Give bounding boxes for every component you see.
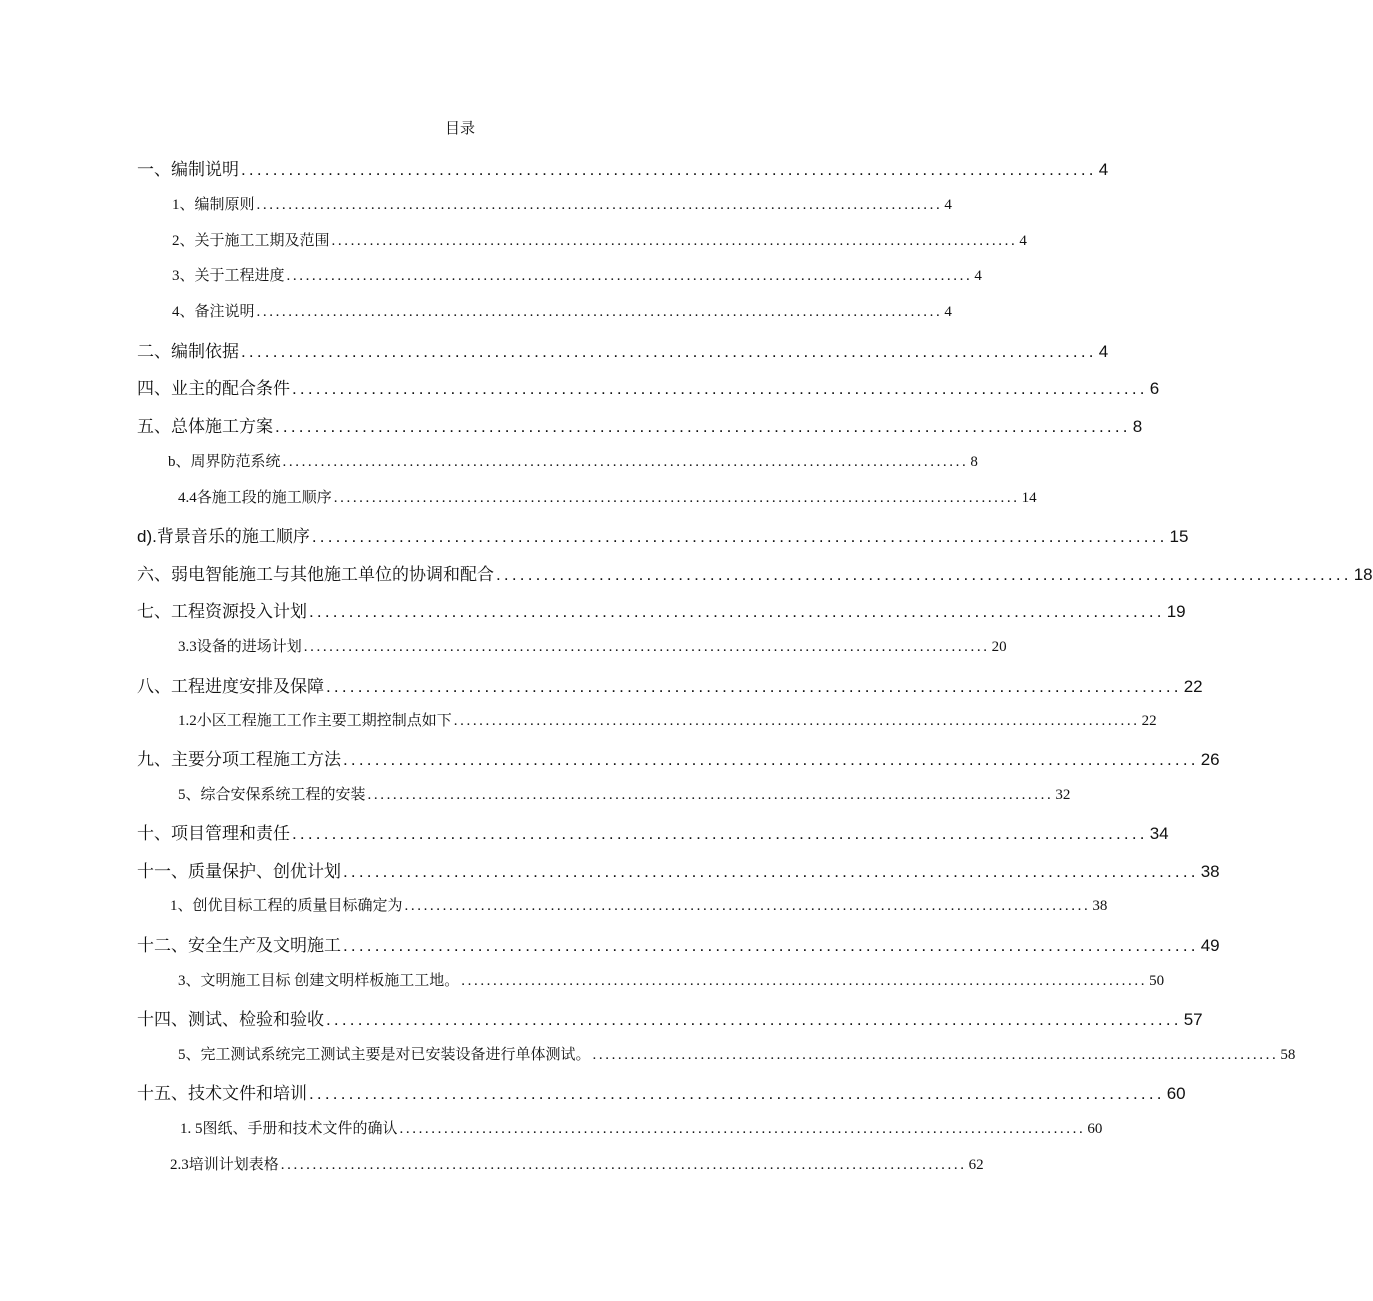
toc-page-number: 57 <box>1183 1010 1203 1029</box>
toc-page-number: 26 <box>1200 750 1220 769</box>
toc-page-number: 18 <box>1353 565 1373 584</box>
toc-entry[interactable] <box>178 969 1165 990</box>
toc-page-number: 4 <box>974 268 982 284</box>
toc-leader: ............................................................................................................ <box>453 713 1140 729</box>
toc-page-number: 20 <box>991 639 1007 655</box>
toc-leader: ............................................................................................................ <box>275 417 1131 436</box>
toc-entry-text: 六、弱电智能施工与其他施工单位的协调和配合 <box>137 565 494 584</box>
toc-entry[interactable] <box>170 1153 984 1174</box>
toc-page-number: 38 <box>1200 862 1220 881</box>
toc-entry[interactable] <box>137 374 1160 399</box>
toc-leader: ............................................................................................................ <box>343 862 1199 881</box>
toc-leader: ............................................................................................................ <box>326 1010 1182 1029</box>
toc-entry-text: b、周界防范系统 <box>168 454 281 470</box>
toc-entry-text: 十、项目管理和责任 <box>137 824 290 843</box>
toc-page-number: 15 <box>1169 527 1189 546</box>
toc-entry[interactable] <box>137 597 1186 622</box>
toc-entry-text: 5、完工测试系统完工测试主要是对已安装设备进行单体测试。 <box>178 1047 591 1063</box>
toc-leader: ............................................................................................................ <box>241 342 1097 361</box>
toc-entry[interactable] <box>178 1043 1296 1064</box>
toc-entry-text: 2.3培训计划表格 <box>170 1157 279 1173</box>
toc-entry-text: 3、关于工程进度 <box>172 268 285 284</box>
toc-page-number: 4 <box>1098 342 1109 361</box>
toc-page-number: 8 <box>1132 417 1143 436</box>
toc-entry-text: 1.2小区工程施工工作主要工期控制点如下 <box>178 713 452 729</box>
toc-leader: ............................................................................................................ <box>256 304 943 320</box>
toc-leader: ............................................................................................................ <box>343 936 1199 955</box>
toc-entry[interactable] <box>137 412 1143 437</box>
toc-page-number: 22 <box>1141 713 1157 729</box>
toc-page-number: 60 <box>1087 1121 1103 1137</box>
toc-entry-text: 五、总体施工方案 <box>137 417 273 436</box>
toc-leader: ............................................................................................................ <box>311 527 1168 546</box>
toc-leader: ............................................................................................................ <box>256 197 943 213</box>
toc-page-number: 6 <box>1149 379 1160 398</box>
toc-leader: ............................................................................................................ <box>404 898 1091 914</box>
toc-entry-text: 八、工程进度安排及保障 <box>137 677 324 696</box>
toc-page-number: 34 <box>1149 824 1169 843</box>
toc-leader: ............................................................................................................ <box>343 750 1199 769</box>
toc-page-number: 4 <box>944 304 952 320</box>
toc-leader: ............................................................................................................ <box>399 1121 1086 1137</box>
toc-entry[interactable] <box>178 486 1037 507</box>
toc-page-number: 62 <box>968 1157 984 1173</box>
toc-entry-text: 一、编制说明 <box>137 160 239 179</box>
toc-entry-text: 5、综合安保系统工程的安装 <box>178 787 366 803</box>
toc-leader: ............................................................................................................ <box>280 1157 967 1173</box>
toc-entry-text: 四、业主的配合条件 <box>137 379 290 398</box>
toc-leader: ............................................................................................................ <box>292 824 1148 843</box>
toc-leader: ............................................................................................................ <box>333 490 1020 506</box>
toc-leader: ............................................................................................................ <box>282 454 969 470</box>
toc-entry[interactable] <box>137 931 1220 956</box>
toc-entry-text: 2、关于施工工期及范围 <box>172 233 330 249</box>
toc-entry-text: 4.4各施工段的施工顺序 <box>178 490 332 506</box>
toc-page-number: 22 <box>1183 677 1203 696</box>
toc-entry[interactable] <box>137 155 1109 180</box>
toc-page-number: 19 <box>1166 602 1186 621</box>
toc-leader: ............................................................................................................ <box>592 1047 1279 1063</box>
toc-entry-text: 十五、技术文件和培训 <box>137 1084 307 1103</box>
toc-leader: ............................................................................................................ <box>331 233 1018 249</box>
toc-entry[interactable] <box>172 229 1027 250</box>
toc-entry-text: 十一、质量保护、创优计划 <box>137 862 341 881</box>
toc-entry[interactable] <box>137 1079 1186 1104</box>
toc-page-number: 4 <box>1098 160 1109 179</box>
toc-leader: ............................................................................................................ <box>496 565 1352 584</box>
toc-page-number: 38 <box>1092 898 1108 914</box>
toc-entry[interactable] <box>137 522 1189 547</box>
toc-leader: ............................................................................................................ <box>309 602 1165 621</box>
toc-entry-text: 九、主要分项工程施工方法 <box>137 750 341 769</box>
toc-leader: ............................................................................................................ <box>326 677 1182 696</box>
toc-page-number: 58 <box>1280 1047 1296 1063</box>
toc-entry[interactable] <box>168 450 978 471</box>
toc-page-number: 50 <box>1149 973 1165 989</box>
toc-leader: ............................................................................................................ <box>367 787 1054 803</box>
toc-entry[interactable] <box>178 635 1007 656</box>
toc-entry[interactable] <box>137 337 1109 362</box>
toc-entry[interactable] <box>137 857 1220 882</box>
toc-entry[interactable] <box>180 1117 1103 1138</box>
toc-entry[interactable] <box>172 264 982 285</box>
toc-entry-text: d).背景音乐的施工顺序 <box>137 527 310 546</box>
toc-leader: ............................................................................................................ <box>309 1084 1165 1103</box>
toc-page-number: 4 <box>1019 233 1027 249</box>
toc-entry[interactable] <box>137 672 1203 697</box>
toc-leader: ............................................................................................................ <box>286 268 973 284</box>
toc-entry-text: 十二、安全生产及文明施工 <box>137 936 341 955</box>
toc-entry[interactable] <box>137 745 1220 770</box>
toc-entry-text: 七、工程资源投入计划 <box>137 602 307 621</box>
toc-title: 目录 <box>444 121 475 137</box>
toc-entry-text: 二、编制依据 <box>137 342 239 361</box>
toc-entry-text: 4、备注说明 <box>172 304 255 320</box>
toc-leader: ............................................................................................................ <box>241 160 1097 179</box>
toc-entry-text: 3、文明施工目标 创建文明样板施工工地。 <box>178 973 460 989</box>
toc-leader: ............................................................................................................ <box>292 379 1148 398</box>
toc-entry[interactable] <box>170 894 1108 915</box>
toc-leader: ............................................................................................................ <box>461 973 1148 989</box>
toc-page-number: 49 <box>1200 936 1220 955</box>
toc-entry[interactable] <box>137 1005 1203 1030</box>
toc-entry-text: 3.3设备的进场计划 <box>178 639 302 655</box>
toc-entry[interactable] <box>178 783 1071 804</box>
toc-leader: ............................................................................................................ <box>303 639 990 655</box>
toc-entry-text: 1、编制原则 <box>172 197 255 213</box>
toc-entry[interactable] <box>172 193 952 214</box>
toc-entry[interactable] <box>137 560 1373 585</box>
toc-page-number: 4 <box>944 197 952 213</box>
toc-page-number: 14 <box>1021 490 1037 506</box>
toc-entry-text: 1、创优目标工程的质量目标确定为 <box>170 898 403 914</box>
toc-entry[interactable] <box>172 300 952 321</box>
toc-entry-text: 十四、测试、检验和验收 <box>137 1010 324 1029</box>
toc-entry-text: 1. 5图纸、手册和技术文件的确认 <box>180 1121 398 1137</box>
toc-page-number: 32 <box>1055 787 1071 803</box>
toc-page-number: 60 <box>1166 1084 1186 1103</box>
toc-entry[interactable] <box>137 819 1169 844</box>
toc-entry[interactable] <box>178 709 1157 730</box>
toc-page-number: 8 <box>970 454 978 470</box>
